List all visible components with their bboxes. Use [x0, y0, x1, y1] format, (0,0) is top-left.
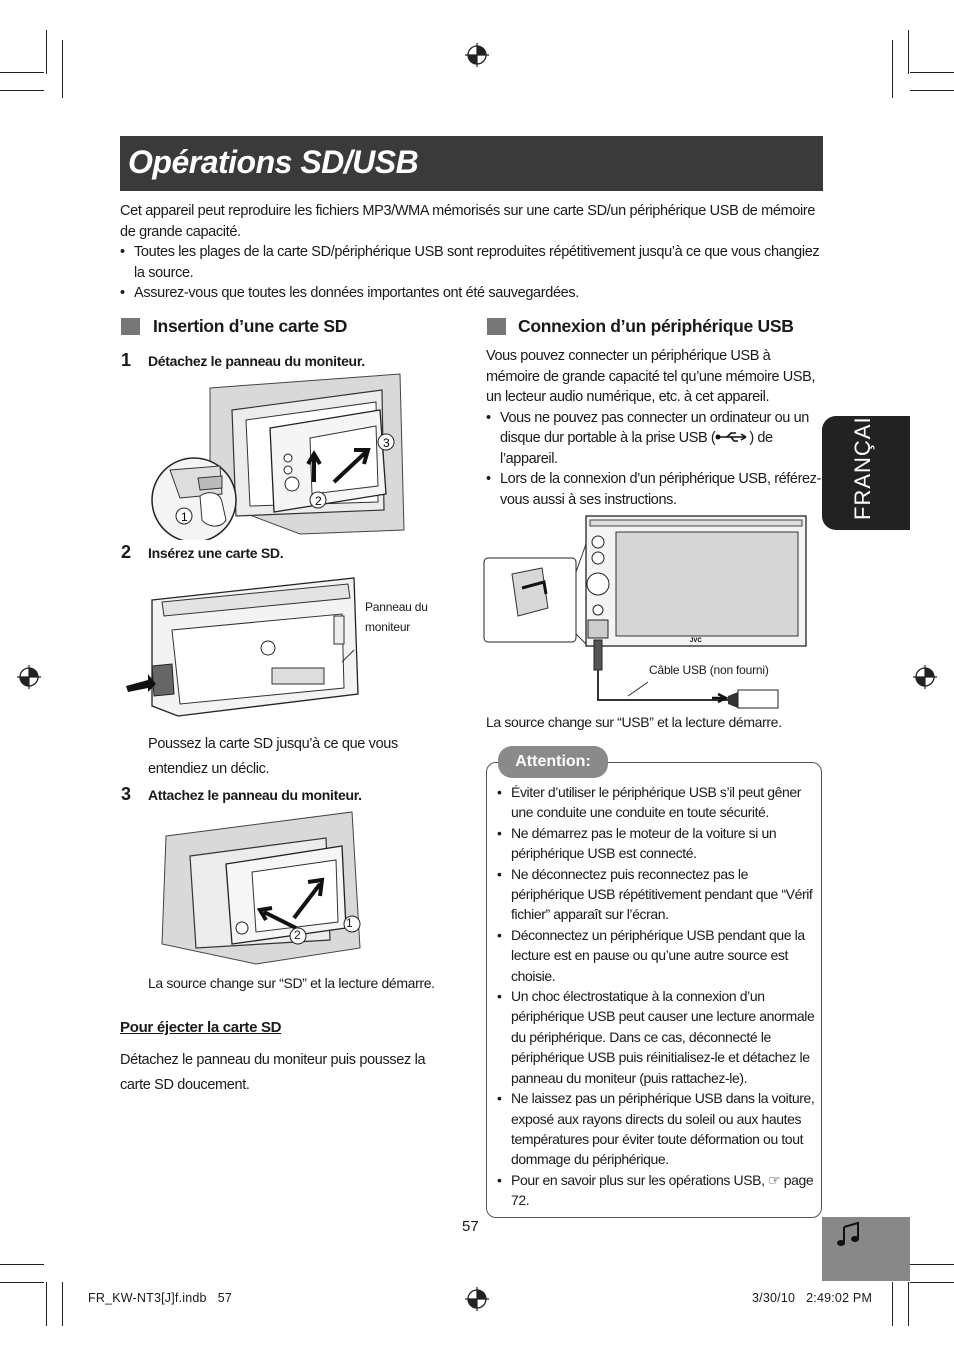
intro-paragraph: Cet appareil peut reproduire les fichiers MP3/WMA mémorisés sur une carte SD/un périphérique USB de mémoire de grande capacité. — [120, 203, 816, 240]
illustration-insert-sd — [122, 570, 362, 720]
title-bar — [120, 136, 823, 191]
eject-heading: Pour éjecter la carte SD — [120, 1019, 282, 1036]
language-tab-label: FRANÇAIS — [850, 400, 875, 520]
registration-target-icon — [16, 664, 42, 690]
intro-bullet: • Toutes les plages de la carte SD/périphérique USB sont reproduites répétitivement jusqu’à ce que vous changiez la source. — [120, 242, 825, 283]
usb-bullet-text: Vous ne pouvez pas connecter un ordinateur ou un disque dur portable à la prise USB ( — [500, 409, 809, 446]
crop-mark — [910, 72, 954, 73]
attention-item: • Ne démarrez pas le moteur de la voiture si un périphérique USB est connecté. — [497, 823, 815, 864]
brand-label: JVC — [690, 638, 702, 644]
illustration-attach-panel — [156, 808, 364, 968]
cable-label: Câble USB (non fourni) — [649, 663, 769, 677]
eject-text: Détachez le panneau du moniteur puis poussez la carte SD doucement. — [120, 1052, 426, 1093]
crop-mark — [0, 72, 44, 73]
page-number: 57 — [462, 1218, 479, 1235]
usb-icon — [715, 431, 749, 443]
attention-item: • Ne laissez pas un périphérique USB dans la voiture, exposé aux rayons directs du soleil ou aux hautes températures pour éviter toute déformation ou tout dommage du périphérique. — [497, 1088, 815, 1170]
crop-mark — [910, 1264, 954, 1265]
registration-target-icon — [464, 42, 490, 68]
panel-label — [365, 597, 428, 637]
crop-mark — [908, 1282, 909, 1326]
step-text: Détachez le panneau du moniteur. — [148, 353, 365, 369]
crop-mark — [62, 40, 63, 98]
callout-number: 2 — [294, 928, 301, 942]
attention-list — [497, 782, 815, 1211]
usb-bullet-text: ) de l’appareil. — [500, 430, 773, 467]
step-number: 3 — [121, 784, 132, 804]
attention-item: • Éviter d’utiliser le périphérique USB s’il peut gêner une conduite une conduite en toute sécurité. — [497, 782, 815, 823]
section-marker — [487, 318, 506, 335]
step-text: Attachez le panneau du moniteur. — [148, 787, 362, 803]
crop-mark — [908, 30, 909, 74]
crop-mark — [0, 90, 44, 91]
section-heading-usb: Connexion d’un périphérique USB — [518, 316, 794, 336]
callout-number: 2 — [315, 494, 322, 508]
crop-mark — [0, 1264, 44, 1265]
attention-item: • Déconnectez un périphérique USB pendant que la lecture est en pause ou qu’une autre source est choisie. — [497, 925, 815, 986]
crop-mark — [892, 40, 893, 98]
registration-target-icon — [912, 664, 938, 690]
callout-number: 1 — [346, 916, 353, 930]
illustration-usb-connection — [482, 514, 822, 710]
pointing-hand-icon: ☞ — [768, 1171, 781, 1188]
attention-label: Attention: — [498, 746, 608, 778]
panel-label-line: Panneau du — [365, 600, 428, 614]
intro-bullet: • Assurez-vous que toutes les données importantes ont été sauvegardées. — [120, 283, 825, 304]
crop-mark — [46, 1282, 47, 1326]
intro — [120, 201, 825, 304]
registration-target-icon — [464, 1286, 490, 1312]
footer-right: 3/30/10 2:49:02 PM — [752, 1291, 873, 1305]
callout-number: 1 — [181, 510, 188, 524]
crop-mark — [46, 30, 47, 74]
crop-mark — [892, 1282, 893, 1326]
language-tab — [822, 400, 910, 530]
usb-intro — [486, 346, 822, 510]
source-sd-text: La source change sur “SD” et la lecture démarre. — [148, 975, 435, 991]
push-text: Poussez la carte SD jusqu’à ce que vous entendiez un déclic. — [148, 736, 398, 777]
page-title: Opérations SD/USB — [128, 144, 419, 180]
crop-mark — [910, 90, 954, 91]
attention-item — [497, 1170, 815, 1211]
crop-mark — [0, 1282, 44, 1283]
usb-bullet — [486, 408, 822, 470]
panel-label-line: moniteur — [365, 620, 411, 634]
source-usb-text: La source change sur “USB” et la lecture démarre. — [486, 714, 782, 730]
attention-item-text: Pour en savoir plus sur les opérations USB, — [511, 1171, 769, 1188]
usb-bullet: • Lors de la connexion d’un périphérique USB, référez-vous aussi à ses instructions. — [486, 469, 822, 510]
step-number: 2 — [121, 542, 132, 562]
usb-paragraph: Vous pouvez connecter un périphérique USB à mémoire de grande capacité tel qu’une mémoire USB, un lecteur audio numérique, etc. à cet appareil. — [486, 348, 815, 405]
illustration-detach-panel — [150, 370, 406, 540]
page-reference-link[interactable]: page 72. — [511, 1171, 814, 1209]
step-text: Insérez une carte SD. — [148, 545, 284, 561]
callout-number: 3 — [383, 436, 390, 450]
attention-item: • Ne déconnectez puis reconnectez pas le périphérique USB répétitivement pendant que “Vérif fichier” apparaît sur l’écran. — [497, 864, 815, 925]
music-section-box — [822, 1217, 910, 1281]
attention-item: • Un choc électrostatique à la connexion d’un périphérique USB peut causer une lecture anormale du périphérique. Dans ce cas, déconnecté le périphérique USB puis réinitialisez-le et détachez le panneau du moniteur (puis rattachez-le). — [497, 986, 815, 1088]
step-number: 1 — [121, 350, 132, 370]
crop-mark — [910, 1282, 954, 1283]
footer-left: FR_KW-NT3[J]f.indb 57 — [88, 1291, 232, 1305]
section-marker — [121, 318, 140, 335]
section-heading-sd: Insertion d’une carte SD — [153, 316, 348, 336]
crop-mark — [62, 1282, 63, 1326]
music-notes-icon — [836, 1221, 866, 1251]
